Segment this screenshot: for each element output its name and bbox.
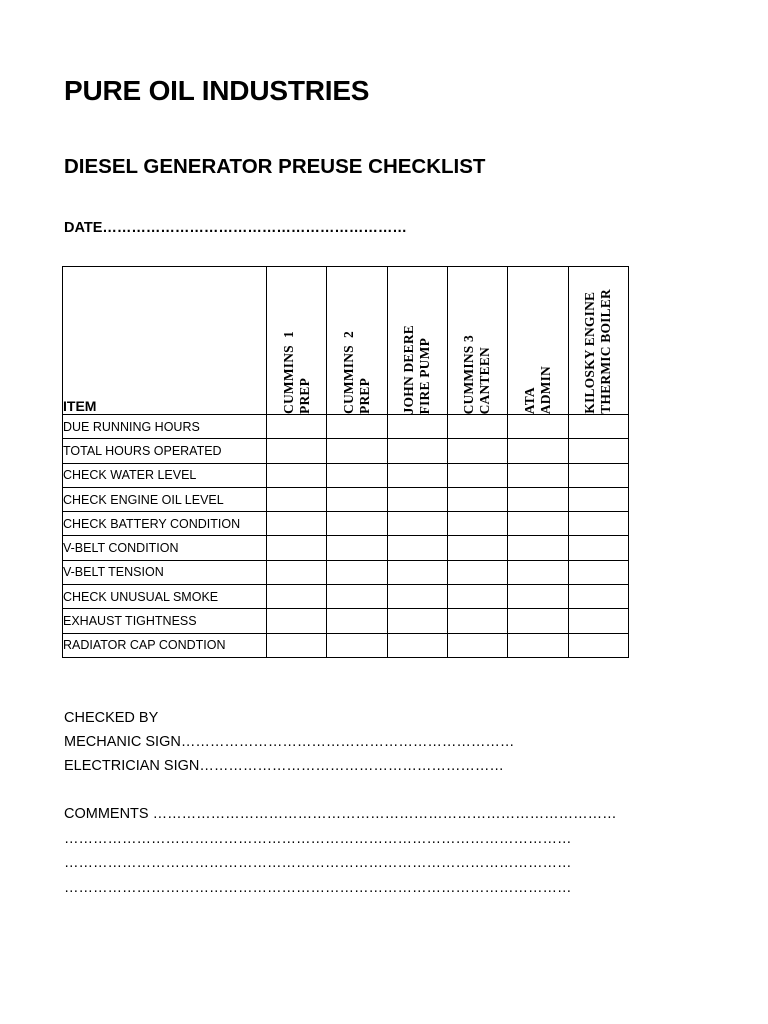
check-cell[interactable] — [267, 463, 327, 487]
check-cell[interactable] — [387, 512, 447, 536]
check-cell[interactable] — [387, 536, 447, 560]
table-row — [63, 609, 629, 633]
column-header-label: JOHN DEERE FIRE PUMP — [401, 324, 433, 414]
check-cell[interactable] — [387, 487, 447, 511]
check-cell[interactable] — [387, 585, 447, 609]
electrician-sign-field[interactable]: ELECTRICIAN SIGN……………………………………………………… — [64, 758, 504, 774]
table-row — [63, 633, 629, 657]
date-field: DATE……………………………………………………… — [64, 220, 407, 236]
row-label: TOTAL HOURS OPERATED — [63, 439, 267, 463]
check-cell[interactable] — [507, 609, 568, 633]
row-label: V-BELT TENSION — [63, 560, 267, 584]
table-row — [63, 439, 629, 463]
check-cell[interactable] — [267, 633, 327, 657]
check-cell[interactable] — [507, 633, 568, 657]
check-cell[interactable] — [267, 512, 327, 536]
check-cell[interactable] — [387, 415, 447, 439]
check-cell[interactable] — [568, 463, 628, 487]
row-label: CHECK UNUSUAL SMOKE — [63, 585, 267, 609]
check-cell[interactable] — [507, 560, 568, 584]
column-header-label: CUMMINS 2 PREP — [341, 331, 372, 414]
check-cell[interactable] — [327, 512, 387, 536]
row-label: V-BELT CONDITION — [63, 536, 267, 560]
check-cell[interactable] — [327, 633, 387, 657]
check-cell[interactable] — [327, 439, 387, 463]
check-cell[interactable] — [447, 463, 507, 487]
check-cell[interactable] — [267, 609, 327, 633]
column-header-john-deere-fire-pump — [387, 267, 447, 415]
checklist-table — [62, 266, 629, 658]
check-cell[interactable] — [327, 487, 387, 511]
row-label: CHECK ENGINE OIL LEVEL — [63, 487, 267, 511]
check-cell[interactable] — [327, 560, 387, 584]
table-row — [63, 560, 629, 584]
check-cell[interactable] — [447, 633, 507, 657]
check-cell[interactable] — [327, 585, 387, 609]
check-cell[interactable] — [568, 633, 628, 657]
signature-section — [64, 706, 514, 778]
check-cell[interactable] — [387, 560, 447, 584]
check-cell[interactable] — [267, 536, 327, 560]
table-row — [63, 415, 629, 439]
check-cell[interactable] — [568, 536, 628, 560]
column-header-label: CUMMINS 3 CANTEEN — [461, 334, 493, 414]
mechanic-sign-field[interactable]: MECHANIC SIGN…………………………………………………………… — [64, 734, 515, 750]
check-cell[interactable] — [327, 536, 387, 560]
comments-line[interactable]: …………………………………………………………………………………………… — [64, 855, 572, 871]
check-cell[interactable] — [267, 560, 327, 584]
check-cell[interactable] — [507, 463, 568, 487]
table-row — [63, 585, 629, 609]
table-row — [63, 536, 629, 560]
column-header-label: CUMMINS 1 PREP — [280, 331, 312, 414]
check-cell[interactable] — [447, 609, 507, 633]
check-cell[interactable] — [568, 585, 628, 609]
check-cell[interactable] — [447, 487, 507, 511]
check-cell[interactable] — [327, 463, 387, 487]
check-cell[interactable] — [507, 536, 568, 560]
check-cell[interactable] — [267, 487, 327, 511]
check-cell[interactable] — [267, 439, 327, 463]
check-cell[interactable] — [387, 439, 447, 463]
check-cell[interactable] — [568, 512, 628, 536]
company-name: PURE OIL INDUSTRIES — [64, 75, 370, 106]
check-cell[interactable] — [327, 609, 387, 633]
comments-line[interactable]: …………………………………………………………………………………………… — [64, 830, 572, 847]
header-row — [63, 267, 629, 415]
row-label: RADIATOR CAP CONDTION — [63, 633, 267, 657]
comments-section — [64, 802, 617, 900]
column-header-kilosky-engine-thermic-boiler — [568, 267, 628, 415]
check-cell[interactable] — [568, 560, 628, 584]
table-row — [63, 487, 629, 511]
check-cell[interactable] — [447, 536, 507, 560]
column-header-cummins-1-prep — [267, 267, 327, 415]
check-cell[interactable] — [568, 415, 628, 439]
table-row — [63, 463, 629, 487]
column-header-label: KILOSKY ENGINE THERMIC BOILER — [582, 289, 614, 414]
row-label: CHECK WATER LEVEL — [63, 463, 267, 487]
check-cell[interactable] — [267, 415, 327, 439]
check-cell[interactable] — [447, 439, 507, 463]
check-cell[interactable] — [267, 585, 327, 609]
item-column-header: ITEM — [63, 267, 267, 415]
check-cell[interactable] — [507, 415, 568, 439]
column-header-label: ATA ADMIN — [521, 365, 553, 414]
check-cell[interactable] — [447, 560, 507, 584]
row-label: EXHAUST TIGHTNESS — [63, 609, 267, 633]
comments-field[interactable]: COMMENTS …………………………………………………………………………………… — [64, 806, 617, 822]
column-header-ata-admin — [507, 267, 568, 415]
row-label: CHECK BATTERY CONDITION — [63, 512, 267, 536]
column-header-cummins-3-canteen — [447, 267, 507, 415]
check-cell[interactable] — [507, 512, 568, 536]
check-cell[interactable] — [568, 487, 628, 511]
check-cell[interactable] — [507, 585, 568, 609]
check-cell[interactable] — [447, 585, 507, 609]
check-cell[interactable] — [387, 609, 447, 633]
check-cell[interactable] — [387, 633, 447, 657]
document-title: DIESEL GENERATOR PREUSE CHECKLIST — [64, 155, 486, 178]
check-cell[interactable] — [447, 512, 507, 536]
check-cell[interactable] — [507, 487, 568, 511]
row-label: DUE RUNNING HOURS — [63, 415, 267, 439]
check-cell[interactable] — [507, 439, 568, 463]
checked-by-label: CHECKED BY — [64, 710, 159, 726]
check-cell[interactable] — [447, 415, 507, 439]
check-cell[interactable] — [568, 439, 628, 463]
table-row — [63, 512, 629, 536]
column-header-cummins-2-prep — [327, 267, 387, 415]
check-cell[interactable] — [568, 609, 628, 633]
check-cell[interactable] — [387, 463, 447, 487]
comments-line[interactable]: …………………………………………………………………………………………… — [64, 879, 572, 896]
check-cell[interactable] — [327, 415, 387, 439]
